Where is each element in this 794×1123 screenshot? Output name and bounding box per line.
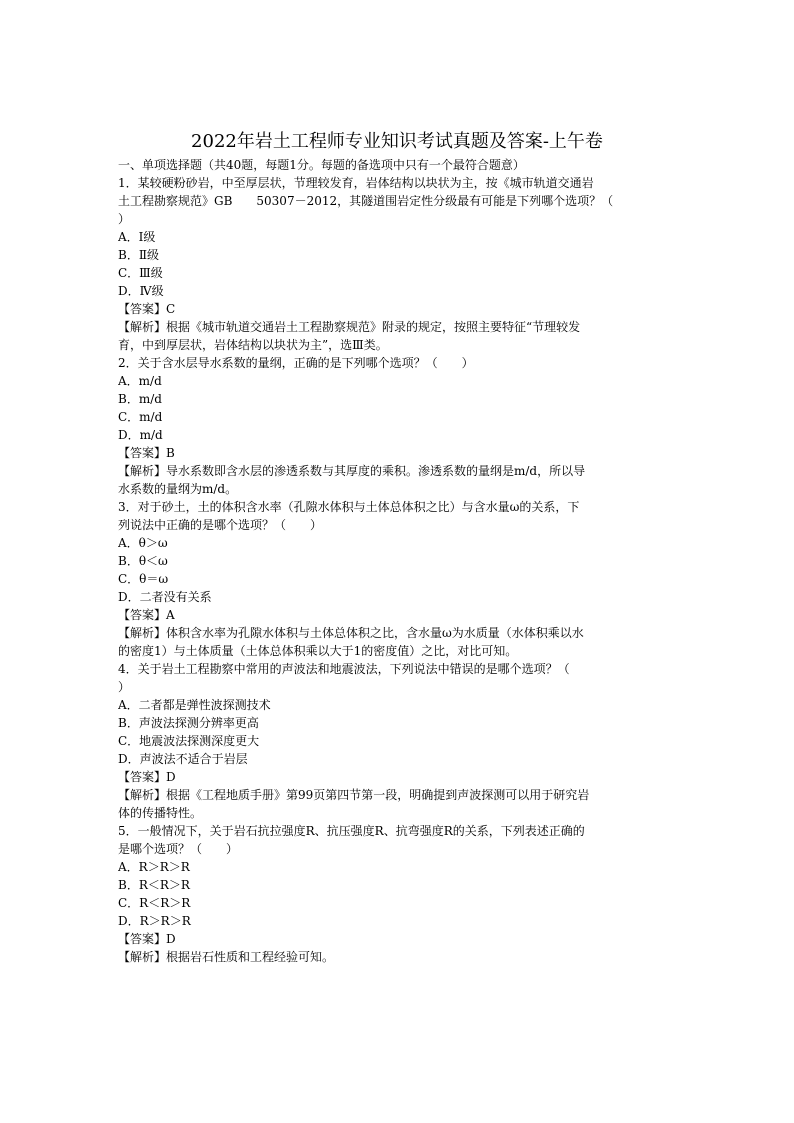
text-line: 【答案】C bbox=[118, 302, 176, 316]
text-line: 【答案】D bbox=[118, 932, 176, 946]
text-line: A．二者都是弹性波探测技术 bbox=[118, 698, 271, 712]
section-heading: 一、单项选择题（共40题，每题1分。每题的备选项中只有一个最符合题意） bbox=[118, 158, 525, 172]
text-line: 是哪个选项？（ ） bbox=[118, 842, 239, 856]
text-line: ） bbox=[118, 680, 131, 694]
document-body bbox=[118, 156, 678, 966]
text-line: D．二者没有关系 bbox=[118, 590, 212, 604]
text-line: 【解析】体积含水率为孔隙水体积与土体总体积之比，含水量ω为水质量（水体积乘以水 bbox=[118, 626, 584, 640]
text-line: A．Ⅰ级 bbox=[118, 230, 156, 244]
text-line: 【解析】根据《城市轨道交通岩土工程勘察规范》附录的规定，按照主要特征“节理较发 bbox=[118, 320, 581, 334]
text-line: 2．关于含水层导水系数的量纲，正确的是下列哪个选项？（ ） bbox=[118, 356, 474, 370]
text-line: C．R＜R＞R bbox=[118, 896, 191, 910]
text-line: 3．对于砂土，土的体积含水率（孔隙水体积与土体总体积之比）与含水量ω的关系，下 bbox=[118, 500, 580, 514]
document-title: 2022年岩土工程师专业知识考试真题及答案-上午卷 bbox=[191, 131, 603, 152]
text-line: C．m/d bbox=[118, 410, 163, 424]
text-line: ） bbox=[118, 212, 131, 226]
text-line: 【解析】导水系数即含水层的渗透系数与其厚度的乘积。渗透系数的量纲是m/d，所以导 bbox=[118, 464, 586, 478]
text-line: 1．某较硬粉砂岩，中至厚层状，节理较发育，岩体结构以块状为主，按《城市轨道交通岩 bbox=[118, 176, 594, 190]
text-line: D．声波法不适合于岩层 bbox=[118, 752, 248, 766]
text-line: D．R＞R＞R bbox=[118, 914, 191, 928]
text-line: C．Ⅲ级 bbox=[118, 266, 163, 280]
text-line: D．m/d bbox=[118, 428, 163, 442]
text-line: C．地震波法探测深度更大 bbox=[118, 734, 260, 748]
text-line: B．m/d bbox=[118, 392, 162, 406]
text-line: 5．一般情况下，关于岩石抗拉强度R、抗压强度R、抗弯强度R的关系，下列表述正确的 bbox=[118, 824, 585, 838]
text-line: 【解析】根据岩石性质和工程经验可知。 bbox=[118, 950, 335, 964]
text-line: B．R＜R＞R bbox=[118, 878, 190, 892]
text-line: B．声波法探测分辨率更高 bbox=[118, 716, 259, 730]
text-line: 【解析】根据《工程地质手册》第99页第四节第一段，明确提到声波探测可以用于研究岩 bbox=[118, 788, 590, 802]
text-line: A．θ＞ω bbox=[118, 536, 168, 550]
text-line: 水系数的量纲为m/d。 bbox=[118, 482, 238, 496]
text-line: 【答案】B bbox=[118, 446, 175, 460]
text-line: B．Ⅱ级 bbox=[118, 248, 159, 262]
text-line: 【答案】D bbox=[118, 770, 176, 784]
text-line: 列说法中正确的是哪个选项？（ ） bbox=[118, 518, 323, 532]
text-line: D．Ⅳ级 bbox=[118, 284, 164, 298]
text-line: 体的传播特性。 bbox=[118, 806, 203, 820]
text-line: C．θ＝ω bbox=[118, 572, 169, 586]
text-line: 的密度1）与土体质量（土体总体积乘以大于1的密度值）之比，对比可知。 bbox=[118, 644, 518, 658]
text-line: 4．关于岩土工程勘察中常用的声波法和地震波法，下列说法中错误的是哪个选项？（ bbox=[118, 662, 570, 676]
text-line: A．m/d bbox=[118, 374, 162, 388]
text-line: B．θ＜ω bbox=[118, 554, 168, 568]
text-line: 土工程勘察规范》GB 50307－2012，其隧道围岩定性分级最有可能是下列哪个选项？（ bbox=[118, 194, 614, 208]
text-line: 育，中到厚层状，岩体结构以块状为主”，选Ⅲ类。 bbox=[118, 338, 388, 352]
text-line: A．R＞R＞R bbox=[118, 860, 190, 874]
text-line: 【答案】A bbox=[118, 608, 175, 622]
